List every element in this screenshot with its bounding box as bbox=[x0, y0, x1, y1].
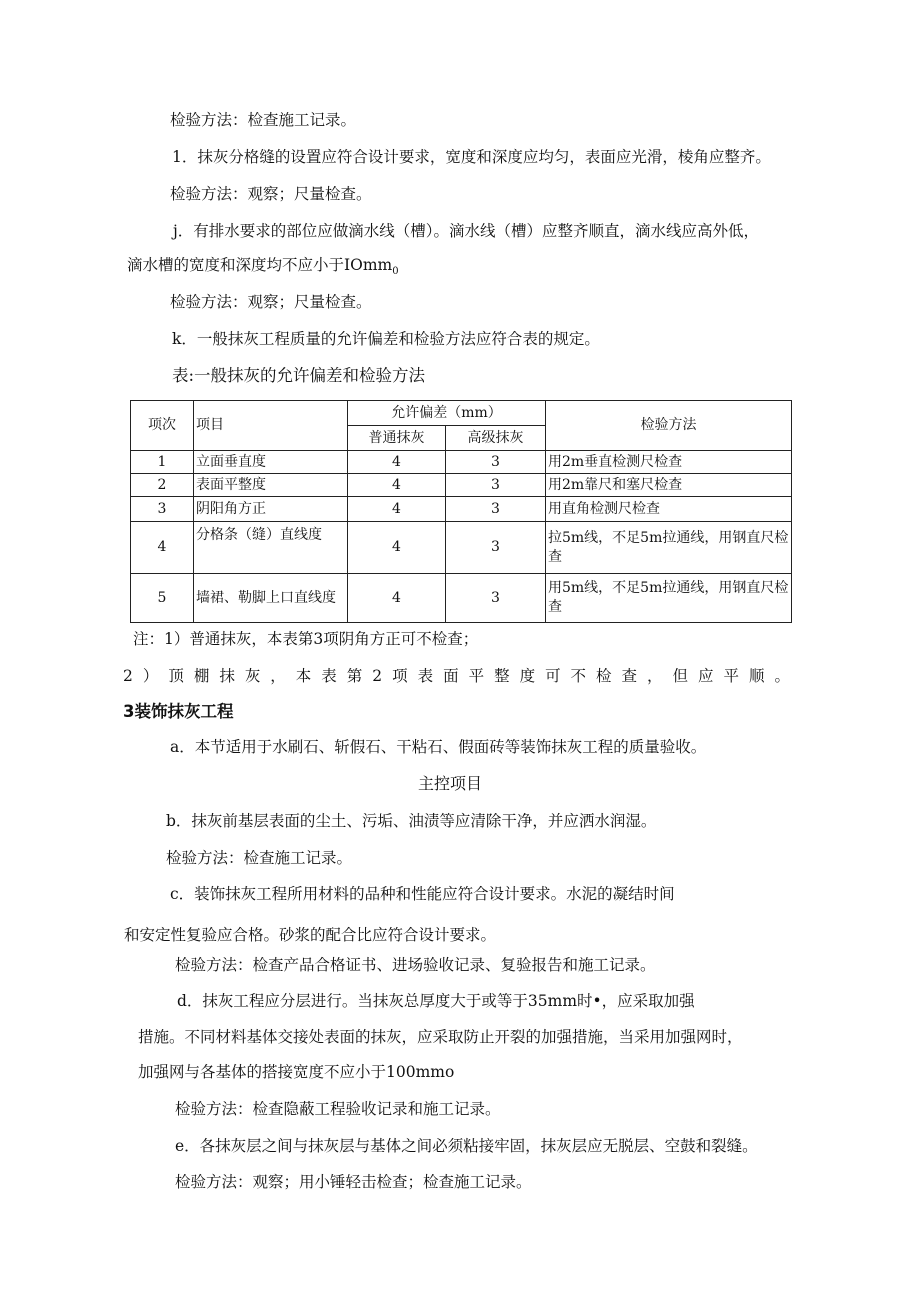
row-normal: 4 bbox=[348, 474, 446, 497]
main-control-subtitle: 主控项目 bbox=[418, 774, 483, 793]
row-item: 墙裙、勒脚上口直线度 bbox=[194, 574, 348, 623]
row-no: 4 bbox=[131, 522, 194, 574]
inspection-method-1: 检验方法：检查施工记录。 bbox=[170, 111, 357, 129]
row-normal: 4 bbox=[348, 574, 446, 623]
table-row bbox=[131, 522, 792, 574]
row-no: 2 bbox=[131, 474, 194, 497]
clause-j-drip-line-cont bbox=[127, 255, 399, 282]
row-method: 用2m靠尺和塞尺检查 bbox=[546, 474, 792, 497]
clause-j-text: 滴水槽的宽度和深度均不应小于IOmm bbox=[127, 256, 393, 274]
row-advanced: 3 bbox=[446, 574, 546, 623]
clause-k-tolerance: k．一般抹灰工程质量的允许偏差和检验方法应符合表的规定。 bbox=[172, 330, 600, 348]
clause-b-base-cleaning: b．抹灰前基层表面的尘土、污垢、油渍等应清除干净，并应洒水润湿。 bbox=[166, 812, 657, 830]
clause-d-layering-cont-2: 加强网与各基体的搭接宽度不应小于100mmo bbox=[138, 1063, 455, 1081]
row-item: 表面平整度 bbox=[194, 474, 348, 497]
table-note-2: 2）顶棚抹灰，本表第2项表面平整度可不检查，但应平顺。 bbox=[123, 667, 790, 685]
table-note-1: 注：1）普通抹灰，本表第3项阴角方正可不检查； bbox=[133, 630, 479, 648]
inspection-method-3: 检验方法：观察；尺量检查。 bbox=[170, 293, 372, 311]
inspection-method-c: 检验方法：检查产品合格证书、进场验收记录、复验报告和施工记录。 bbox=[175, 956, 656, 974]
section-heading: 3装饰抹灰工程 bbox=[123, 702, 234, 721]
row-method: 用直角检测尺检查 bbox=[546, 497, 792, 522]
header-tolerance: 允许偏差（mm） bbox=[348, 401, 546, 426]
table-row bbox=[131, 451, 792, 474]
clause-c-materials-cont: 和安定性复验应合格。砂浆的配合比应符合设计要求。 bbox=[124, 926, 497, 944]
row-advanced: 3 bbox=[446, 451, 546, 474]
row-item: 立面垂直度 bbox=[194, 451, 348, 474]
clause-j-subscript: 0 bbox=[392, 266, 399, 278]
row-advanced: 3 bbox=[446, 497, 546, 522]
row-item: 阴阳角方正 bbox=[194, 497, 348, 522]
table-row bbox=[131, 497, 792, 522]
table-row bbox=[131, 574, 792, 623]
row-item: 分格条（缝）直线度 bbox=[194, 522, 348, 574]
table-row bbox=[131, 474, 792, 497]
clause-1-divider-joint: 1．抹灰分格缝的设置应符合设计要求，宽度和深度应均匀，表面应光滑，棱角应整齐。 bbox=[172, 148, 771, 166]
tolerance-table bbox=[130, 400, 792, 623]
inspection-method-d: 检验方法：检查隐蔽工程验收记录和施工记录。 bbox=[175, 1100, 501, 1118]
header-index: 项次 bbox=[131, 401, 194, 451]
row-method: 用2m垂直检测尺检查 bbox=[546, 451, 792, 474]
row-no: 5 bbox=[131, 574, 194, 623]
row-no: 3 bbox=[131, 497, 194, 522]
row-normal: 4 bbox=[348, 522, 446, 574]
inspection-method-b: 检验方法：检查施工记录。 bbox=[166, 849, 353, 867]
row-method: 用5m线，不足5m拉通线，用钢直尺检查 bbox=[546, 574, 792, 623]
row-normal: 4 bbox=[348, 497, 446, 522]
inspection-method-e: 检验方法：观察；用小锤轻击检查；检查施工记录。 bbox=[175, 1173, 532, 1191]
row-method: 拉5m线，不足5m拉通线，用钢直尺检查 bbox=[546, 522, 792, 574]
table-header-row bbox=[131, 401, 792, 426]
header-item: 项目 bbox=[194, 401, 348, 451]
header-advanced: 高级抹灰 bbox=[446, 426, 546, 451]
clause-d-layering-cont-1: 措施。不同材料基体交接处表面的抹灰，应采取防止开裂的加强措施，当采用加强网时， bbox=[138, 1028, 743, 1046]
header-normal: 普通抹灰 bbox=[348, 426, 446, 451]
header-method: 检验方法 bbox=[546, 401, 792, 451]
clause-c-materials: c．装饰抹灰工程所用材料的品种和性能应符合设计要求。水泥的凝结时间 bbox=[170, 885, 675, 903]
row-advanced: 3 bbox=[446, 474, 546, 497]
clause-a-scope: a．本节适用于水刷石、斩假石、干粘石、假面砖等装饰抹灰工程的质量验收。 bbox=[170, 738, 707, 756]
table-caption: 表:一般抹灰的允许偏差和检验方法 bbox=[172, 366, 426, 385]
row-advanced: 3 bbox=[446, 522, 546, 574]
clause-e-bonding: e．各抹灰层之间与抹灰层与基体之间必须粘接牢固，抹灰层应无脱层、空鼓和裂缝。 bbox=[175, 1137, 758, 1155]
clause-d-layering: d．抹灰工程应分层进行。当抹灰总厚度大于或等于35mm时•，应采取加强 bbox=[177, 992, 695, 1010]
row-normal: 4 bbox=[348, 451, 446, 474]
row-no: 1 bbox=[131, 451, 194, 474]
clause-j-drip-line: j．有排水要求的部位应做滴水线（槽）。滴水线（槽）应整齐顺直，滴水线应高外低， bbox=[173, 222, 760, 240]
inspection-method-2: 检验方法：观察；尺量检查。 bbox=[170, 185, 372, 203]
